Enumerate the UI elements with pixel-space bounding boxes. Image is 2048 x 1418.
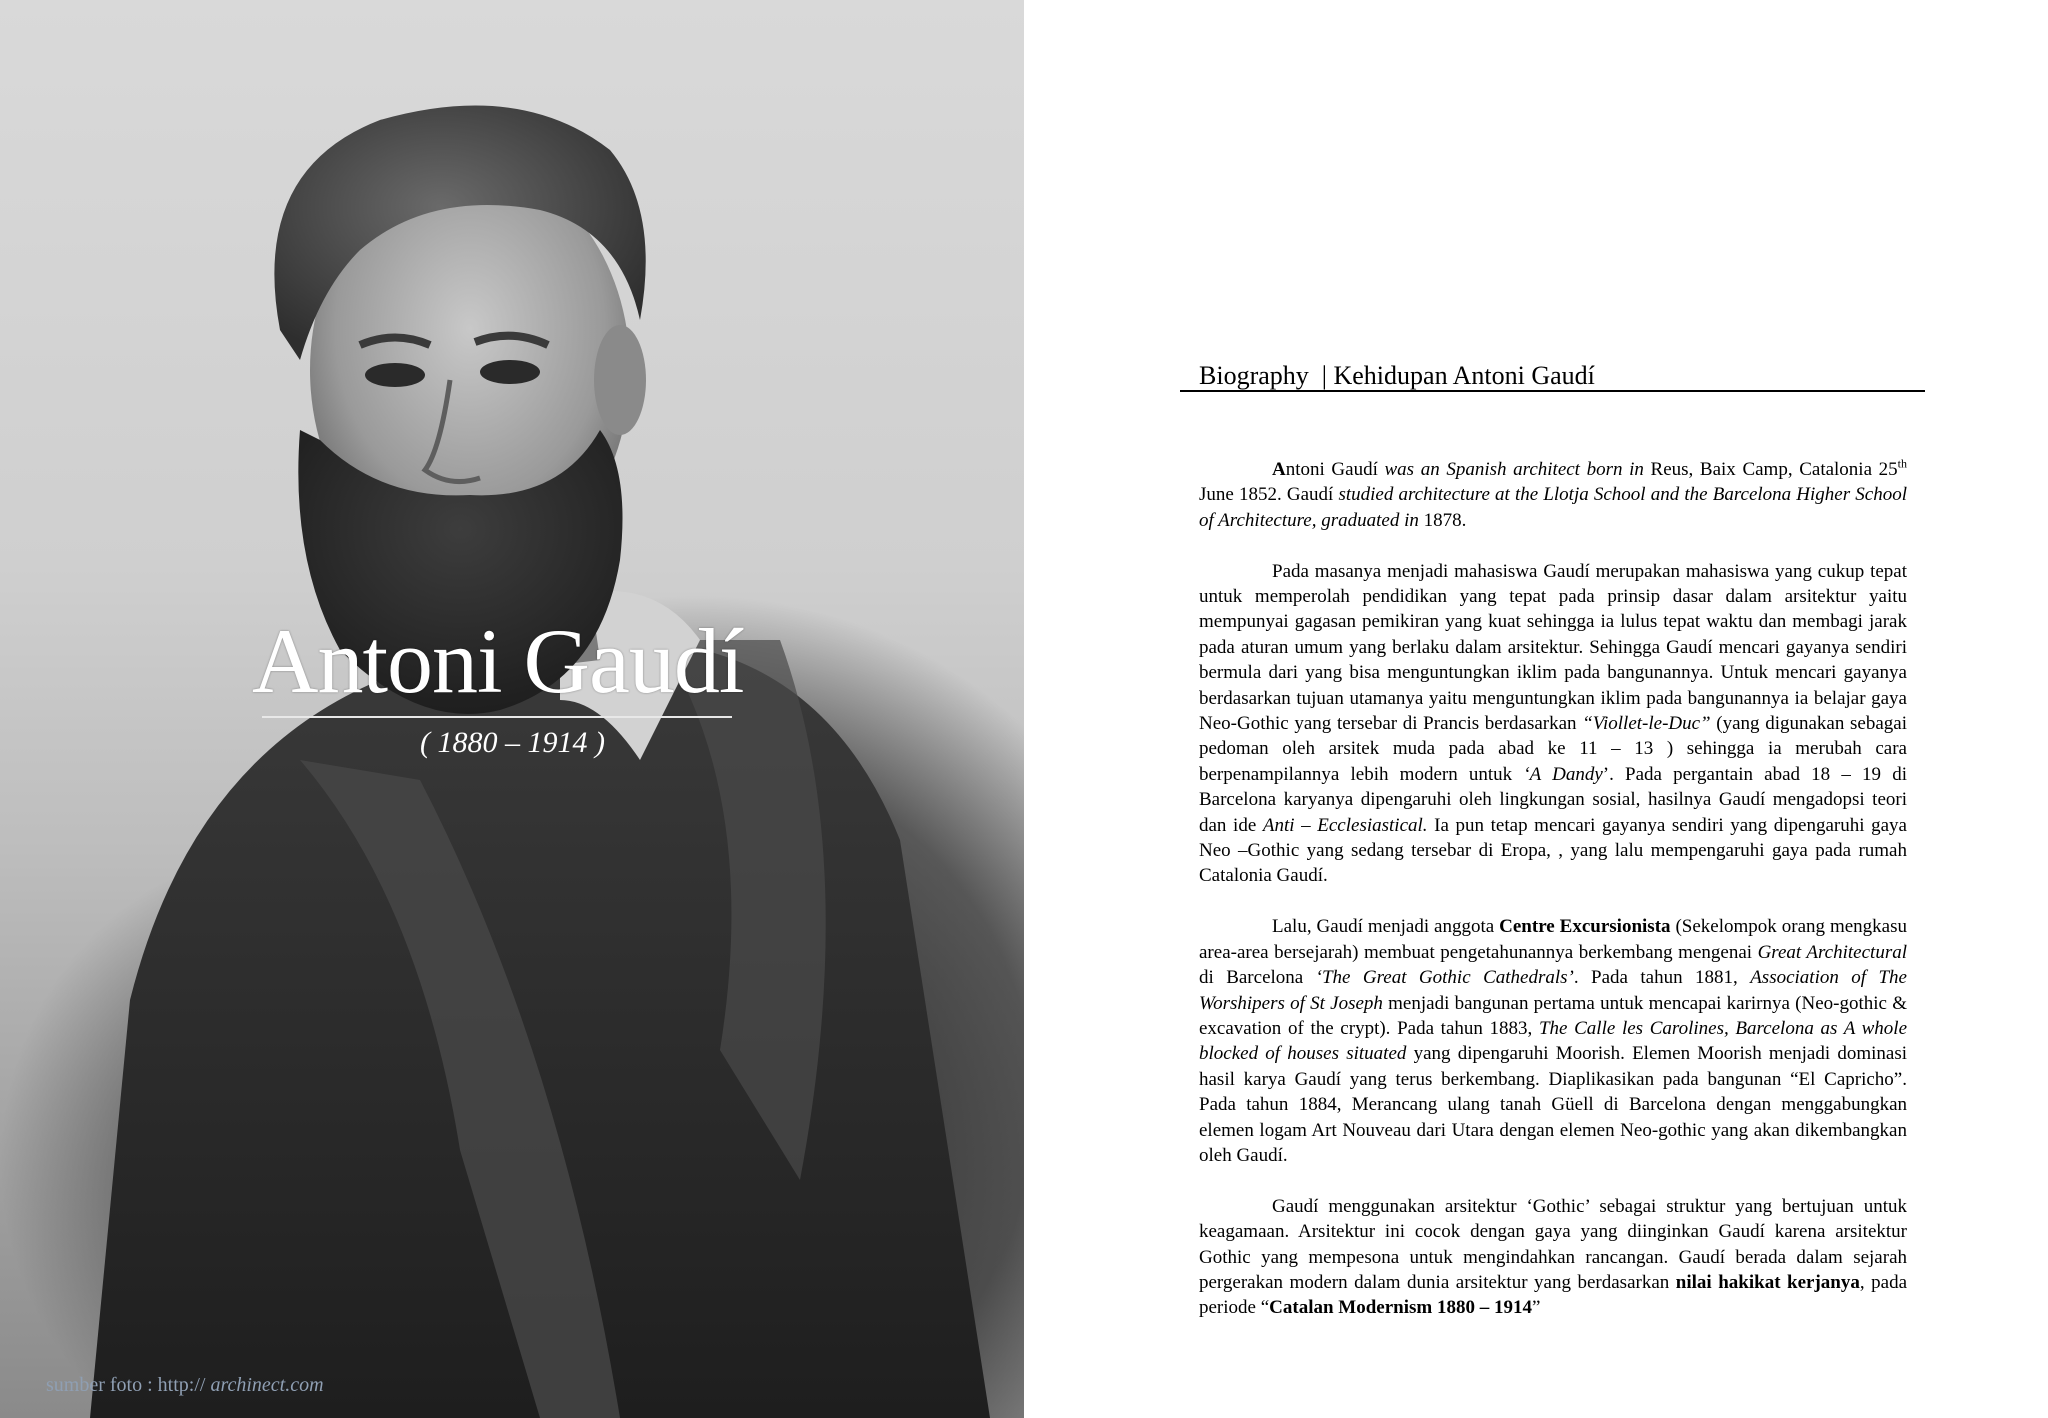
ordinal-suffix: th (1897, 456, 1907, 471)
text-run-italic: Association of The Worshipers of St Joseph (1199, 967, 1907, 1014)
text-run: menjadi bangunan pertama untuk mencapai karirnya (Neo-gothic & excavation of the crypt). Pada tahun 1883, (1199, 992, 1907, 1039)
eye-left (365, 363, 425, 387)
title-underline (262, 716, 732, 718)
text-run: 1878. (1418, 509, 1467, 531)
drop-letter: A (1272, 459, 1286, 480)
text-run-italic: “Viollet-le-Duc” (1582, 713, 1711, 735)
section-header (1199, 361, 1595, 391)
header-rule (1180, 390, 1925, 392)
text-run: Lalu, Gaudí menjadi anggota (1272, 916, 1500, 938)
paragraph-3 (1199, 914, 1907, 1168)
text-run: (Sekelompok orang mengkasu area-area bersejarah) membuat pengetahunannya berkembang mengenai (1199, 916, 1907, 963)
text-run-italic: studied architecture at the Llotja School and the Barcelona Higher School of Architecture, graduated in (1199, 484, 1907, 531)
text-run: Gaudí menggunakan arsitektur ‘Gothic’ sebagai struktur yang bertujuan untuk keagamaan. Arsitektur ini cocok dengan gaya yang diinginkan Gaudí karena arsitektur Gothic yang mempesona untuk mengindahkan rancangan. Gaudí berada dalam sejarah pergerakan modern dalam dunia arsitektur yang berdasarkan (1199, 1195, 1907, 1293)
paragraph-2 (1199, 559, 1907, 889)
text-run-bold: nilai hakikat kerjanya (1675, 1271, 1860, 1293)
text-run-bold: Centre Excursionista (1499, 916, 1671, 938)
text-run: ” (1531, 1297, 1541, 1319)
ear-shape (594, 325, 646, 435)
cover-title: Antoni Gaudí (252, 610, 744, 712)
text-run-italic: The Calle les Carolines, Barcelona as A whole blocked of houses situated (1199, 1017, 1907, 1065)
cover-years: ( 1880 – 1914 ) (420, 726, 605, 759)
section-label: Biography (1199, 361, 1309, 390)
credit-link[interactable]: archinect.com (210, 1374, 324, 1396)
text-run: , pada periode “ (1199, 1271, 1908, 1319)
text-run: June 1852. Gaudí (1199, 484, 1339, 506)
biography-body (1199, 457, 1907, 1346)
text-run-italic: ‘A Dandy (1523, 763, 1603, 785)
text-run-italic: was an Spanish architect born in (1384, 459, 1644, 480)
paragraph-1 (1199, 457, 1907, 533)
credit-prefix: sumber foto : http:// (46, 1374, 206, 1396)
text-run: Pada masanya menjadi mahasiswa Gaudí merupakan mahasiswa yang cukup tepat untuk memperolah pendidikan yang tepat pada prinsip dasar dalam arsitektur yaitu mempunyai gagasan pemikiran yang kuat sehingga ia lulus tepat waktu dan membagi jarak pada aturan umum yang berlaku dalam arsitektur. Sehingga Gaudí mencari gayanya sendiri bermula dari yang bisa menguntungkan iklim pada bangunannya. Untuk mencari gayanya berdasarkan tujuan utamanya yaitu menguntungkan iklim pada bangunannya ia belajar gaya Neo-Gothic yang tersebar di Prancis berdasarkan (1199, 560, 1907, 735)
text-run: di Barcelona (1199, 967, 1316, 989)
photo-credit (46, 1374, 324, 1397)
text-run: Ia pun tetap mencari gayanya sendiri yang dipengaruhi gaya Neo –Gothic yang sedang tersebar di Eropa, , yang lalu mempengaruhi gaya pada rumah Catalonia Gaudí. (1199, 814, 1907, 887)
paragraph-4 (1199, 1194, 1907, 1321)
text-run: Reus, Baix Camp, Catalonia 25 (1643, 459, 1898, 480)
text-run-italic: ‘The Great Gothic Cathedrals’ (1315, 967, 1574, 989)
eye-right (480, 360, 540, 384)
text-run: ’. Pada pergantain abad 18 – 19 di Barcelona karyanya dipengaruhi oleh lingkungan sosial, hasilnya Gaudí mengadopsi teori dan ide (1199, 763, 1907, 836)
text-run: . Pada tahun 1881, (1573, 967, 1751, 989)
header-separator: | (1321, 361, 1327, 390)
text-run-italic: Anti – Ecclesiastical. (1262, 814, 1428, 836)
section-subtitle: Kehidupan Antoni Gaudí (1333, 361, 1595, 390)
text-run: ntoni Gaudí (1285, 459, 1385, 480)
text-run-italic: Great Architectural (1757, 941, 1907, 963)
text-run: yang dipengaruhi Moorish. Elemen Moorish menjadi dominasi hasil karya Gaudí yang terus berkembang. Diaplikasikan pada bangunan “El Capricho”. Pada tahun 1884, Merancang ulang tanah Güell di Barcelona dengan menggabungkan elemen logam Art Nouveau dari Utara dengan elemen Neo-gothic yang akan dikembangkan oleh Gaudí. (1199, 1043, 1907, 1166)
text-run-bold: Catalan Modernism 1880 – 1914 (1269, 1297, 1532, 1319)
text-run: (yang digunakan sebagai pedoman oleh arsitek muda pada abad ke 11 – 13 ) sehingga ia merubah cara berpenampilannya lebih modern untuk (1199, 713, 1907, 785)
